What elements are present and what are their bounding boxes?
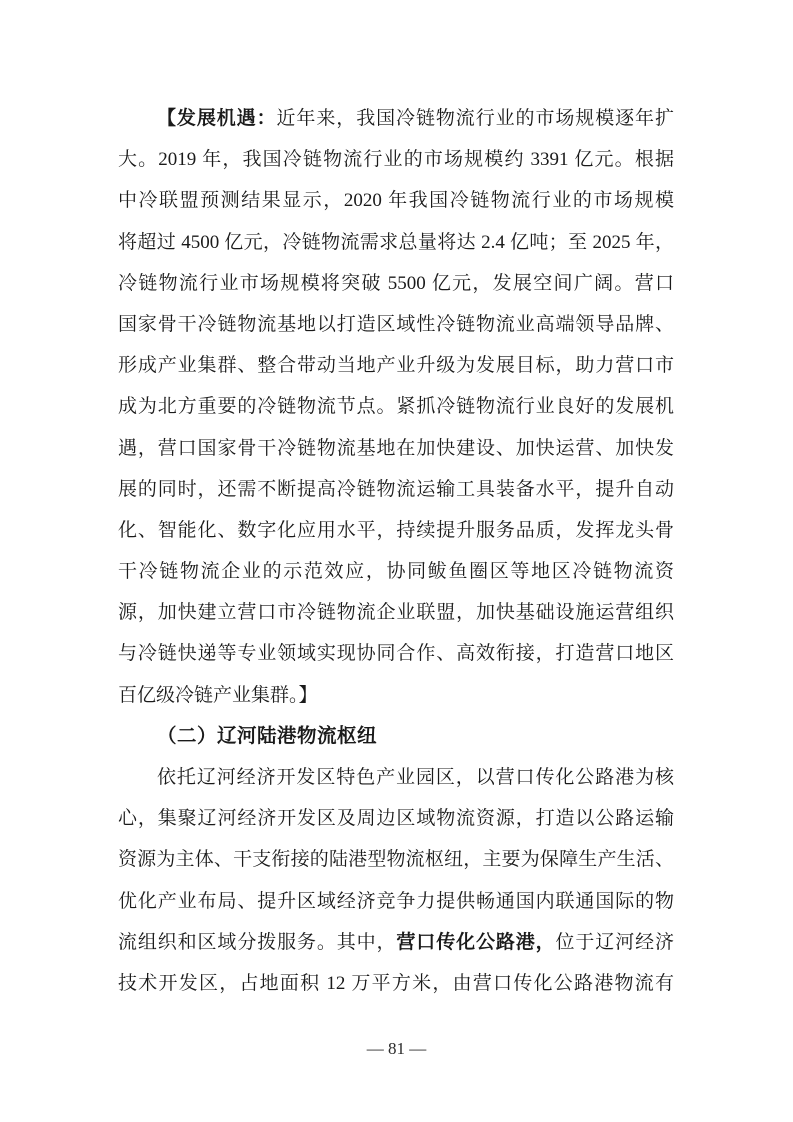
body-text: 位于辽河经济 [555, 931, 674, 953]
body-text: 流组织和区域分拨服务。其中， [118, 931, 397, 953]
body-line: 化、智能化、数字化应用水平，持续提升服务品质，发挥龙头骨 [118, 519, 674, 541]
body-line: 百亿级冷链产业集群。】 [118, 684, 318, 706]
body-line: 将超过 4500 亿元，冷链物流需求总量将达 2.4 亿吨；至 2025 年， [118, 231, 674, 253]
body-line: 资源为主体、干支衔接的陆港型物流枢纽，主要为保障生产生活、 [118, 849, 674, 871]
page-number: — 81 — [366, 1039, 427, 1058]
body-line: 国家骨干冷链物流基地以打造区域性冷链物流业高端领导品牌、 [118, 313, 674, 335]
body-line: 优化产业布局、提升区域经济竞争力提供畅通国内联通国际的物 [118, 890, 674, 912]
body-line: 中冷联盟预测结果显示，2020 年我国冷链物流行业的市场规模 [118, 190, 674, 212]
body-line: 成为北方重要的冷链物流节点。紧抓冷链物流行业良好的发展机 [118, 396, 674, 418]
body-line: 遇，营口国家骨干冷链物流基地在加快建设、加快运营、加快发 [118, 437, 674, 459]
body-line: 干冷链物流企业的示范效应，协同鲅鱼圈区等地区冷链物流资 [118, 561, 674, 583]
body-line: 与冷链快递等专业领域实现协同合作、高效衔接，打造营口地区 [118, 643, 674, 665]
section-heading: （二）辽河陆港物流枢纽 [157, 725, 378, 747]
body-line [118, 98, 674, 139]
body-line: 展的同时，还需不断提高冷链物流运输工具装备水平，提升自动 [118, 478, 674, 500]
body-line [118, 922, 674, 963]
body-line: 冷链物流行业市场规模将突破 5500 亿元，发展空间广阔。营口 [118, 272, 674, 294]
body-line: 心，集聚辽河经济开发区及周边区域物流资源，打造以公路运输 [118, 808, 674, 830]
bold-term: 营口传化公路港， [396, 931, 556, 953]
body-line: 源，加快建立营口市冷链物流企业联盟，加快基础设施运营组织 [118, 602, 674, 624]
body-line: 大。2019 年，我国冷链物流行业的市场规模约 3391 亿元。根据 [118, 149, 674, 171]
document-body [118, 98, 674, 1004]
bold-lead: 【发展机遇： [157, 108, 277, 129]
body-line: 依托辽河经济开发区特色产业园区，以营口传化公路港为核 [157, 767, 674, 788]
body-line: 形成产业集群、整合带动当地产业升级为发展目标，助力营口市 [118, 355, 674, 377]
body-line: 技术开发区，占地面积 12 万平方米，由营口传化公路港物流有 [118, 972, 674, 994]
body-text: 近年来，我国冷链物流行业的市场规模逐年扩 [276, 108, 674, 129]
